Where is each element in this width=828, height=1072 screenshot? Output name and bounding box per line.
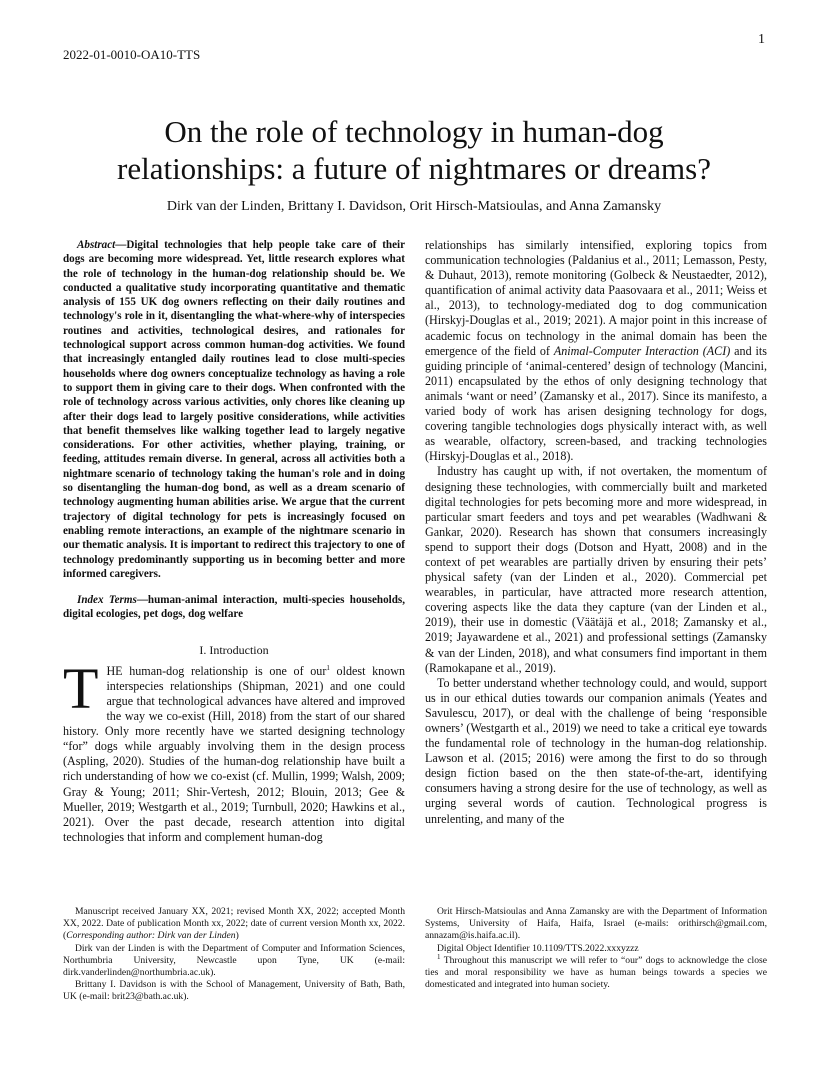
intro-p1-a: HE human-dog relationship is one of our [106, 663, 327, 678]
title-line-2: relationships: a future of nightmares or dreams? [117, 151, 711, 186]
fn-manuscript-end: ) [235, 930, 239, 942]
fn-corresponding: Corresponding author: Dirk van der Linden [66, 930, 236, 942]
paper-title [60, 113, 768, 187]
footnote-ref-1: 1 [326, 663, 330, 672]
author-list: Dirk van der Linden, Brittany I. Davidson, Orit Hirsch-Matsioulas, and Anna Zamansky [166, 199, 662, 214]
footnote-1 [425, 952, 767, 992]
footnotes-left [63, 906, 405, 1004]
intro-p1-cont-em: Animal-Computer Interaction (ACI) [553, 343, 731, 358]
footnote-author-2: Brittany I. Davidson is with the School of Management, University of Bath, Bath, UK (e-mail: brit23@bath.ac.uk). [63, 979, 405, 1003]
footnote-1-marker: 1 [437, 952, 441, 961]
abstract-text: —Digital technologies that help people take care of their dogs are becoming more widespread. Yet, little research explores what the role of technology in the human-dog relationship should be. We conducted a qualitative study incorporating quantitative and thematic analysis of 155 UK dog owners reflecting on their daily routines and technology's role in it, disentangling the what-where-why of interspecies routines and activities, technological desires, and rationales for technological support across common human-dog activities. We found that increasingly entangled daily routines lead to close multi-species households where dog owners conceptualize technology as having a role to support them in giving care to their dogs. When confronted with the role of technology across various activities, only chores like cleaning up after their dogs lead to largely positive considerations, while activities that benefit themselves like walking together lead to largely negative considerations. For other activities, whether playing, training, or feeding, attitudes remain diverse. In general, across all activities both a nightmare scenario of technology taking the human's role and in doing so disentangling the human-dog bond, as well as a dream scenario of technology augmenting human abilities arise. We argue that the current trajectory of digital technology for pets is increasingly focused on enabling remote interactions, an example of the nightmare scenario in our thematic analysis. It is important to redirect this trajectory to one of technology predominantly supporting us in becoming better and more informed caregivers. [63, 239, 405, 580]
footnote-manuscript [63, 906, 405, 943]
intro-paragraph-1-continued [425, 238, 767, 464]
fn-manuscript-text: Manuscript received January XX, 2021; revised Month XX, 2022; accepted Month XX, 2022. Date of publication Month xx, 2022; date of current version Month xx, 2022. ( [63, 906, 405, 942]
intro-p1-b: oldest known interspecies relationships (Shipman, 2021) and one could argue that technological advances have altered and improved the way we co-exist (Hill, 2018) from the start of our shared history. Only more recently have we started designing technology “for” dogs while arguably involving them in the design process (Aspling, 2020). Studies of the human-dog relationship have built a rich understanding of how we co-exist (cf. Mullin, 1999; Walsh, 2009; Gray & Young; 2011; Shir-Vertesh, 2012; Blouin, 2013; Gee & Mueller, 2019; Westgarth et al., 2019; Turnbull, 2020; Hawkins et al., 2021). Over the past decade, research attention into digital technologies that inform and complement human-dog [63, 663, 406, 844]
right-column [425, 238, 767, 827]
index-terms-text: —human-animal interaction, multi-species households, digital ecologies, pet dogs, dog welfare [63, 594, 405, 621]
footnote-doi: Digital Object Identifier 10.1109/TTS.2022.xxxyzzz [437, 942, 639, 954]
abstract [63, 238, 405, 581]
page-number: 1 [758, 32, 765, 47]
left-column [63, 238, 405, 845]
section-heading-introduction: I. Introduction [199, 642, 269, 657]
index-terms [63, 593, 405, 622]
footnote-author-1: Dirk van der Linden is with the Department of Computer and Information Sciences, Northumbria University, Newcastle upon Tyne, UK (e-mail: dirk.vanderlinden@northumbria.ac.uk). [63, 942, 405, 979]
title-line-1: On the role of technology in human-dog [164, 114, 664, 149]
abstract-label: Abstract [77, 239, 116, 251]
intro-paragraph-1 [63, 655, 406, 845]
index-terms-label: Index Terms [77, 594, 137, 607]
footnote-1-text: Throughout this manuscript we will refer to “our” dogs to acknowledge the close ties and moral responsibility we have as human beings towards a species we domesticated and integrated into human society. [425, 954, 767, 991]
document-id: 2022-01-0010-OA10-TTS [63, 47, 201, 62]
intro-p1-cont-a: relationships has similarly intensified, exploring topics from communication technologies (Paldanius et al., 2011; Lemasson, Pesty, & Duhaut, 2013), remote monitoring (Golbeck & Neustaedter, 2012), quantification of animal activity data Paasovaara et al., 2011; Weiss et al., 2013), to technology-mediated dog to dog communication (Hirskyj-Douglas et al., 2019; 2021). A major point in this increase of academic focus on technology in the animal domain has been the emergence of the field of [425, 238, 767, 358]
footnotes-right [425, 906, 767, 991]
intro-paragraph-2: Industry has caught up with, if not overtaken, the momentum of designing these technologies, with commercially built and marketed digital technologies for pets becoming more and more widespread, in particular smart feeders and toys and pet wearables (Wadhwani & Gankar, 2020). Research has shown that consumers increasingly spend to support their dogs (Dotson and Hyatt, 2008) and in the context of pet wearables are partially driven by ensuring their pets’ physical safety (van der Linden et al., 2020). Commercial pet wearables, in particular, have attracted more research attention, covering aspects like the data they capture (van der Linden et al., 2019), their use in domestic (Väätäjä et al., 2018; Zamansky et al., 2019; Jayawardene et al., 2021) and professional settings (Zamansky & van der Linden, 2018), and what consumers find important in them (Ramokapane et al., 2019). [425, 464, 767, 675]
intro-paragraph-3: To better understand whether technology could, and would, support us in our ethical duties towards our companion animals (Yeates and Savulescu, 2017), or deal with the challenge of being ‘responsible owners’ (Westgarth et al., 2019) we need to take a critical eye towards the fundamental role of technology in the human-dog relationship. Lawson et al. (2015; 2016) were among the first to do so through design fiction based on the then state-of-the-art, identifying consumers having a strong desire for the use of technology, as well as urging several words of caution. Technological progress is unrelenting, and many of the [425, 675, 767, 826]
intro-p1-cont-b: and its guiding principle of ‘animal-centered’ design of technology (Mancini, 2011) encapsulated by the ethos of only designing technology that animals ‘want or need’ (Zamansky et al., 2017). Since its manifesto, a varied body of work has arisen designing technology for dogs, covering tangible technologies dogs physically interact with, as well as wearable, olfactory, screen-based, and tracking technologies (Hirskyj-Douglas et al., 2018). [425, 343, 767, 464]
drop-cap: T [63, 655, 99, 721]
footnote-authors-3-4: Orit Hirsch-Matsioulas and Anna Zamansky are with the Department of Information Systems, University of Haifa, Haifa, Israel (e-mails: orithirsch@gmail.com, annazam@is.haifa.ac.il). [425, 906, 767, 942]
